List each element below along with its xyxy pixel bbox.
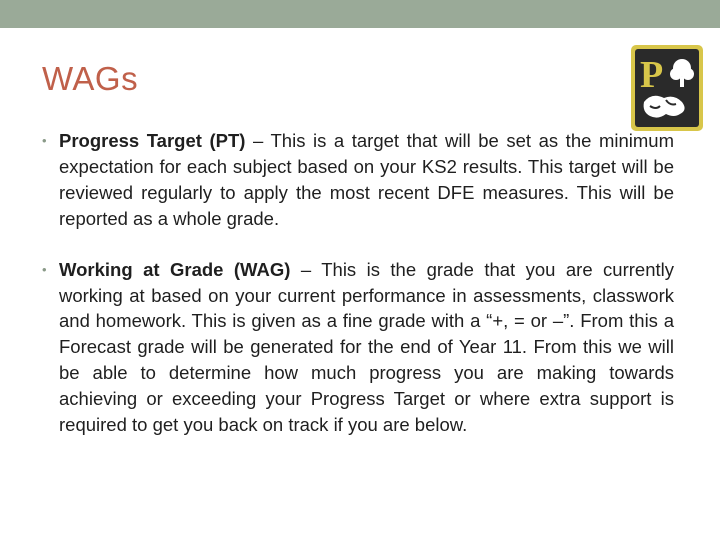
- bullet-progress-target: [42, 128, 674, 232]
- logo-letter: P: [640, 54, 664, 96]
- bullet-term: Progress Target (PT): [59, 130, 246, 151]
- bullet-text: – This is the grade that you are currently working at based on your current performance in assessments, classwork and homework. This is given as a fine grade with a “+, = or –”. From this a Forecast grade will be generated for the end of Year 11. From this we will be able to determine how much progress you are making towards achieving or exceeding your Progress Target or where extra support is required to get you back on track if you are below.: [59, 258, 674, 436]
- bullet-marker: •: [42, 261, 47, 277]
- school-crest-logo: [630, 44, 704, 132]
- bullet-marker: •: [42, 133, 47, 148]
- bullet-term: Working at Grade (WAG): [59, 258, 291, 280]
- bullet-list: [42, 128, 674, 438]
- bullet-working-at-grade: [42, 257, 674, 438]
- top-accent-bar: [0, 0, 720, 28]
- slide-title: WAGs: [42, 60, 139, 97]
- bullet-text: – This is a target that will be set as the minimum expectation for each subject based on your KS2 results. This target will be reviewed regularly to apply the most recent DFE measures. This will be reported as a whole grade.: [59, 130, 674, 229]
